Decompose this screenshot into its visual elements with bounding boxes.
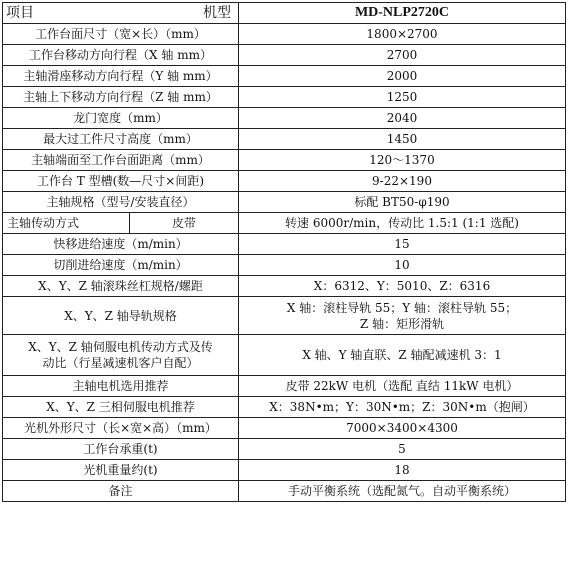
row-label: 主轴上下移动方向行程（Z 轴 mm） — [3, 87, 239, 108]
row-value-line: Z 轴：矩形滑轨 — [359, 316, 445, 331]
row-value: 10 — [239, 255, 566, 276]
row-label: 快移进给速度（m/min） — [3, 234, 239, 255]
row-value: 2040 — [239, 108, 566, 129]
table-row — [3, 439, 566, 460]
row-value: X 轴、Y 轴直联、Z 轴配减速机 3：1 — [239, 335, 566, 376]
row-label: 主轴电机选用推荐 — [3, 376, 239, 397]
table-row — [3, 171, 566, 192]
row-value-line: X 轴：滚柱导轨 55；Y 轴：滚柱导轨 55； — [286, 300, 518, 315]
row-value: 1250 — [239, 87, 566, 108]
row-value: X：6312、Y：5010、Z：6316 — [239, 276, 566, 297]
table-row — [3, 418, 566, 439]
row-label-line: X、Y、Z 轴伺服电机传动方式及传 — [28, 340, 213, 354]
row-label: 主轴端面至工作台面距离（mm） — [3, 150, 239, 171]
table-row — [3, 192, 566, 213]
row-label: 切削进给速度（m/min） — [3, 255, 239, 276]
row-label: 光机重量约(t) — [3, 460, 239, 481]
table-row — [3, 335, 566, 376]
row-label: 工作台 T 型槽(数—尺寸×间距) — [3, 171, 239, 192]
row-value: 手动平衡系统（选配氮气。自动平衡系统） — [239, 481, 566, 502]
row-value: 15 — [239, 234, 566, 255]
table-row — [3, 87, 566, 108]
row-value: 9-22×190 — [239, 171, 566, 192]
row-label: 主轴传动方式 — [3, 213, 130, 234]
row-sublabel: 皮带 — [130, 213, 239, 234]
header-row — [3, 3, 566, 24]
row-value: 1450 — [239, 129, 566, 150]
row-value: 2700 — [239, 45, 566, 66]
row-label: X、Y、Z 三相伺服电机推荐 — [3, 397, 239, 418]
table-row — [3, 297, 566, 335]
row-value: 1800×2700 — [239, 24, 566, 45]
table-row — [3, 129, 566, 150]
table-row — [3, 376, 566, 397]
row-value: 转速 6000r/min，传动比 1.5:1 (1:1 选配) — [239, 213, 566, 234]
row-label: 光机外形尺寸（长×宽×高）（mm） — [3, 418, 239, 439]
table-row — [3, 45, 566, 66]
table-row — [3, 276, 566, 297]
spec-table — [2, 2, 566, 502]
table-row — [3, 481, 566, 502]
table-row — [3, 234, 566, 255]
row-label: X、Y、Z 轴导轨规格 — [3, 297, 239, 335]
table-row — [3, 108, 566, 129]
row-value: 标配 BT50-φ190 — [239, 192, 566, 213]
row-label — [3, 335, 239, 376]
model-value: MD-NLP2720C — [239, 3, 566, 24]
row-label: 龙门宽度（mm） — [3, 108, 239, 129]
row-value: 120～1370 — [239, 150, 566, 171]
table-row — [3, 460, 566, 481]
row-label: 最大过工件尺寸高度（mm） — [3, 129, 239, 150]
table-row — [3, 150, 566, 171]
row-value: 5 — [239, 439, 566, 460]
row-label: 工作台移动方向行程（X 轴 mm） — [3, 45, 239, 66]
row-label-line: 动比（行星减速机客户自配） — [42, 356, 199, 370]
row-value: 18 — [239, 460, 566, 481]
header-cell — [3, 3, 239, 24]
row-label: 工作台面尺寸（宽×长）（mm） — [3, 24, 239, 45]
row-value — [239, 297, 566, 335]
table-row — [3, 24, 566, 45]
table-row — [3, 255, 566, 276]
row-label: 主轴滑座移动方向行程（Y 轴 mm） — [3, 66, 239, 87]
row-value: 7000×3400×4300 — [239, 418, 566, 439]
table-row — [3, 66, 566, 87]
row-label: 主轴规格（型号/安装直径） — [3, 192, 239, 213]
table-row — [3, 397, 566, 418]
row-label: 工作台承重(t) — [3, 439, 239, 460]
row-value: 2000 — [239, 66, 566, 87]
row-value: 皮带 22kW 电机（选配 直结 11kW 电机） — [239, 376, 566, 397]
item-header: 项目 — [6, 5, 34, 21]
row-label: X、Y、Z 轴滚珠丝杠规格/螺距 — [3, 276, 239, 297]
table-row — [3, 213, 566, 234]
model-header: 机型 — [203, 5, 231, 21]
row-value: X：38N•m；Y：30N•m；Z：30N•m（抱闸） — [239, 397, 566, 418]
row-label: 备注 — [3, 481, 239, 502]
